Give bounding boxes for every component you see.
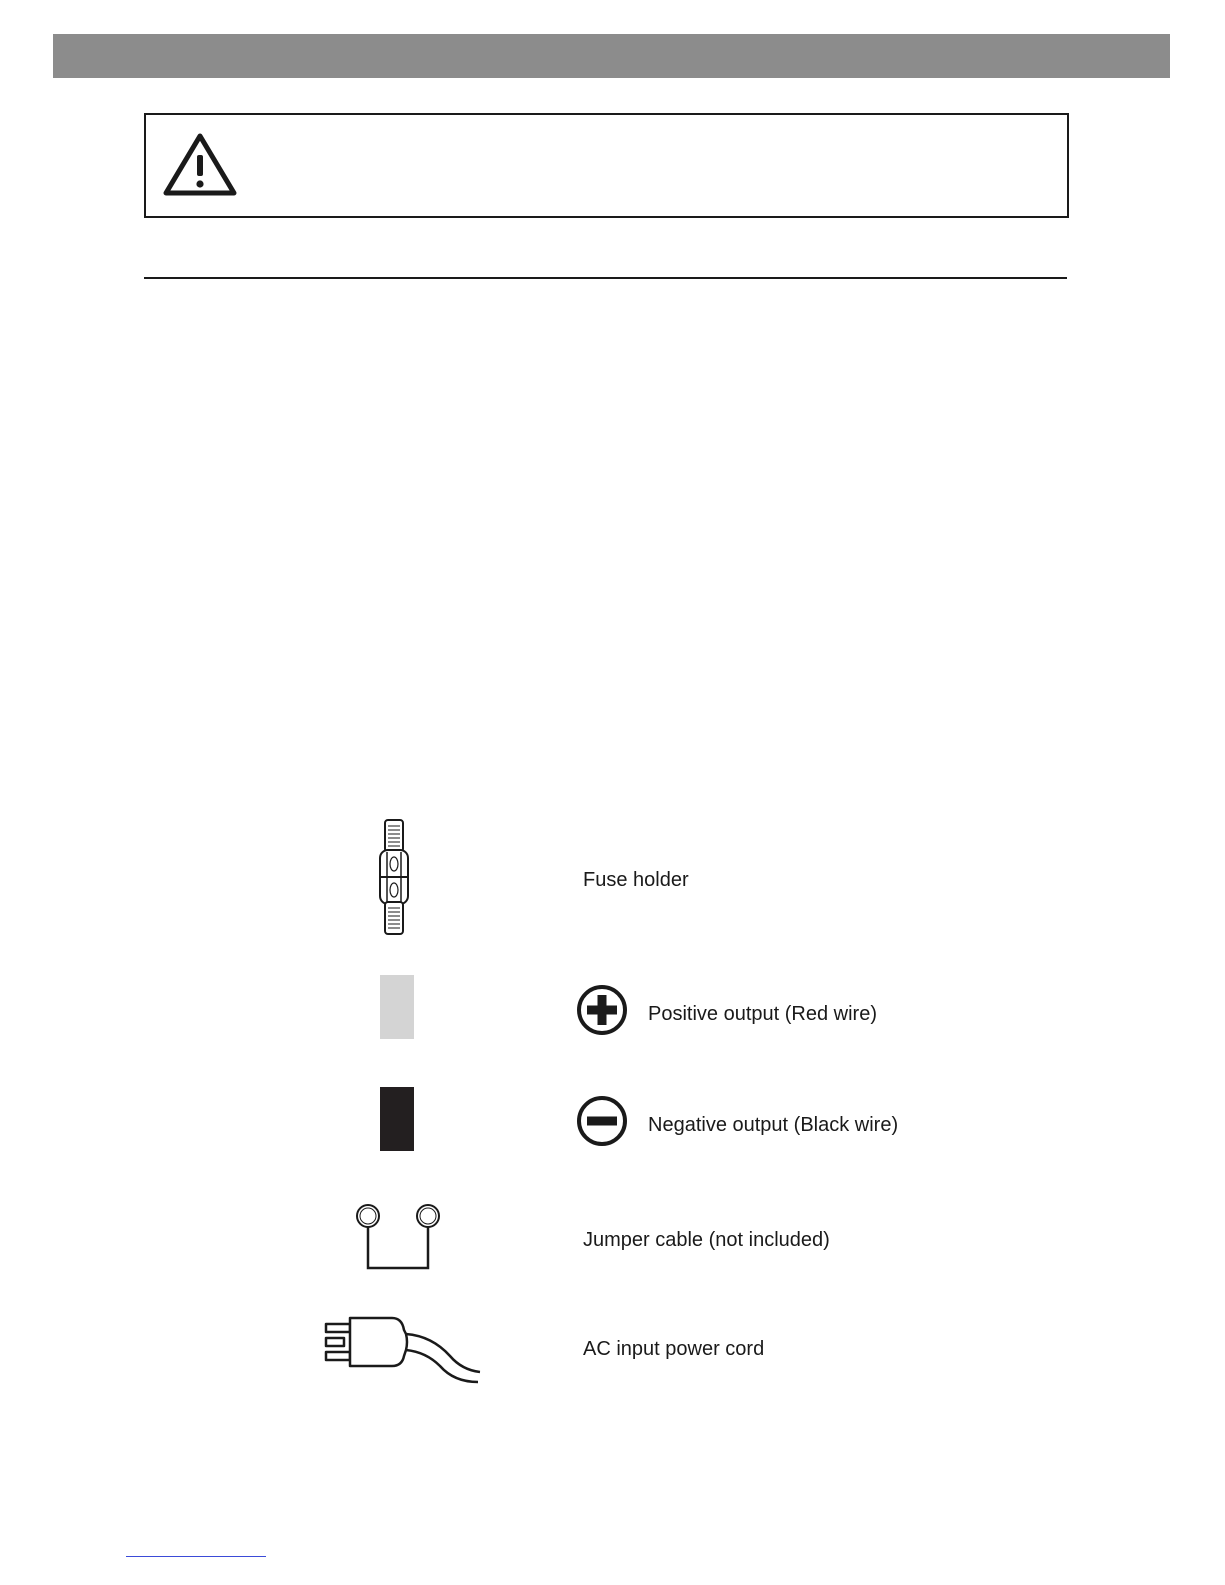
warning-triangle-icon [162, 131, 238, 199]
section-divider [144, 277, 1067, 279]
positive-swatch [380, 975, 414, 1039]
header-bar [53, 34, 1170, 78]
legend-label: Jumper cable (not included) [583, 1229, 830, 1251]
legend-label: Fuse holder [583, 869, 689, 891]
jumper-cable-icon [352, 1200, 446, 1274]
negative-swatch [380, 1087, 414, 1151]
legend-label: Negative output (Black wire) [648, 1114, 899, 1136]
warning-box [144, 113, 1069, 218]
power-plug-icon [322, 1316, 482, 1386]
legend-label: Positive output (Red wire) [648, 1003, 877, 1025]
minus-circle-icon [576, 1095, 628, 1147]
footer-link-underline[interactable] [126, 1556, 266, 1557]
fuse-holder-icon [378, 818, 410, 936]
plus-circle-icon [576, 984, 628, 1036]
legend-label: AC input power cord [583, 1338, 765, 1360]
